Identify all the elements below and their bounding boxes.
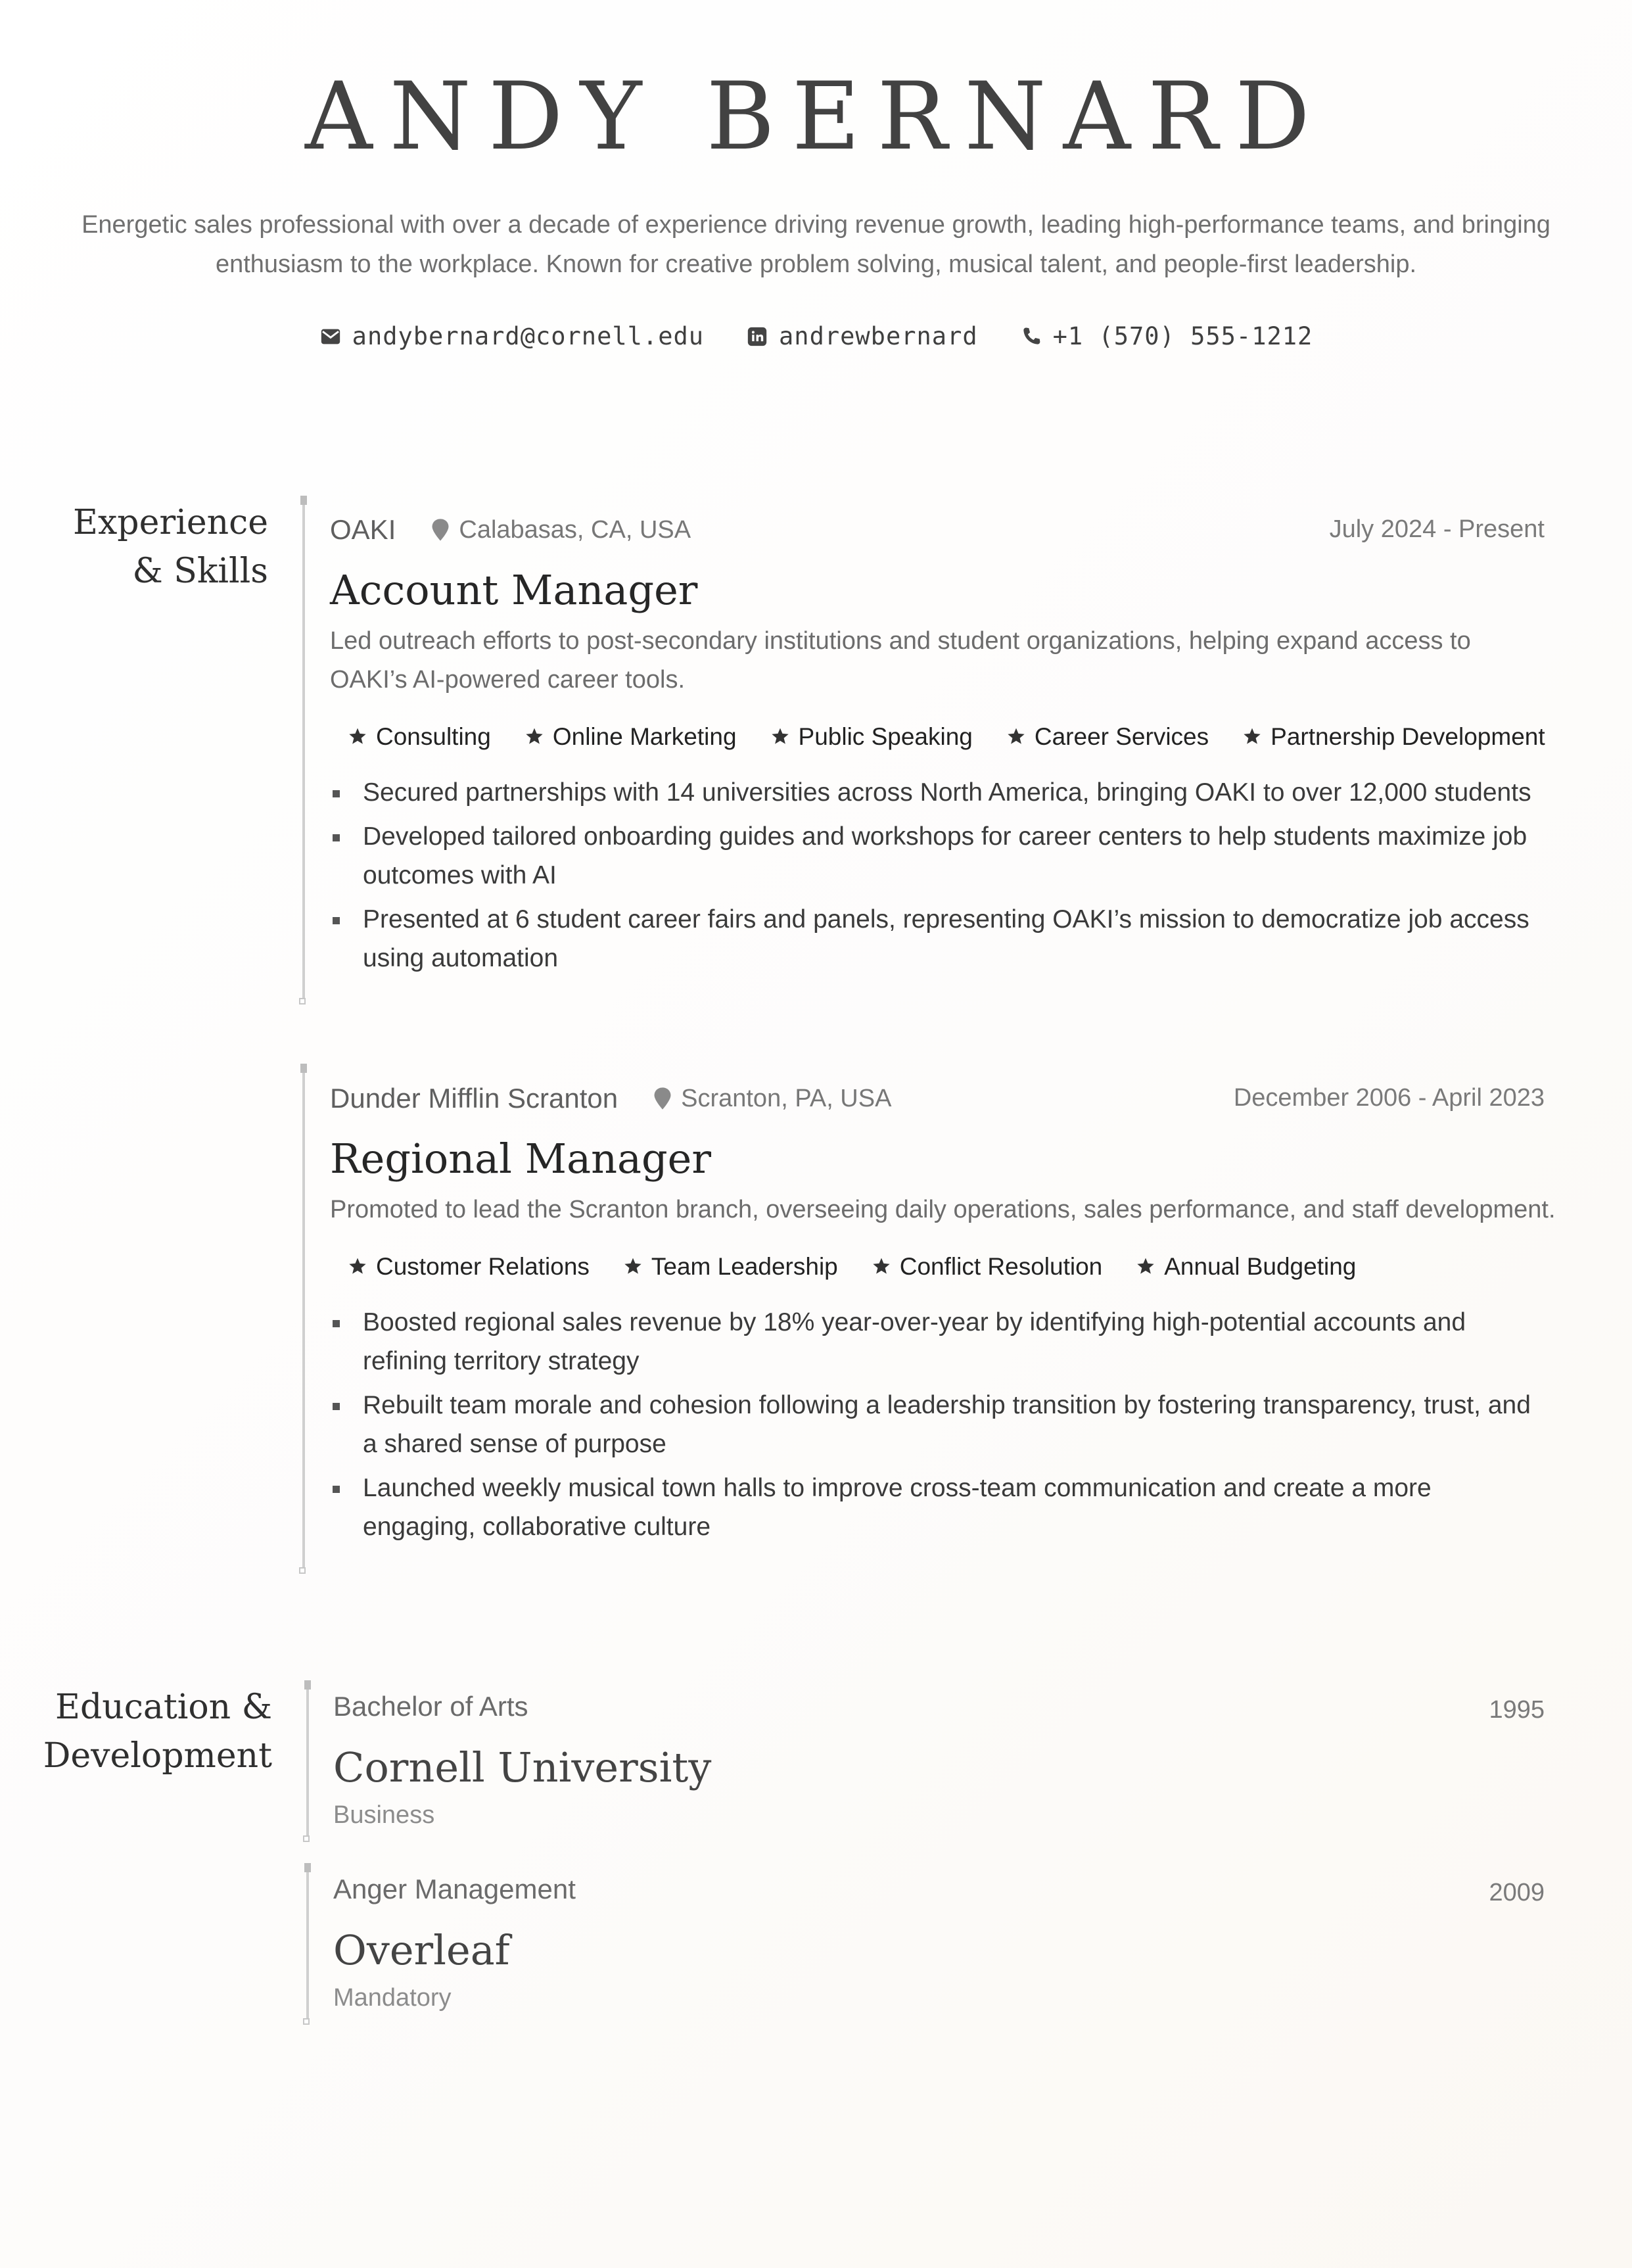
company-name: OAKI — [330, 514, 396, 545]
timeline-top-marker — [304, 1863, 311, 1872]
star-icon — [524, 726, 545, 747]
envelope-icon — [319, 325, 342, 348]
achievement-item: Secured partnerships with 14 universities across North America, bringing OAKI to over 12,000 students — [330, 773, 1533, 812]
education-title-line1: Education & — [55, 1688, 272, 1727]
skill-tag — [347, 1253, 590, 1281]
job-description: Promoted to lead the Scranton branch, overseeing daily operations, sales performance, and staff development. — [330, 1196, 1556, 1223]
achievement-item: Rebuilt team morale and cohesion following a leadership transition by fostering transparency, trust, and a shared sense of purpose — [330, 1386, 1546, 1463]
skill-label: Conflict Resolution — [899, 1253, 1103, 1280]
experience-section-title — [39, 498, 268, 596]
skill-tag — [622, 1253, 838, 1281]
job-location — [653, 1085, 891, 1113]
timeline-bottom-marker — [299, 1567, 306, 1574]
skill-tags — [347, 723, 1545, 751]
skill-label: Online Marketing — [552, 723, 737, 750]
timeline-edu-2 — [306, 1867, 309, 2020]
job-dates: July 2024 - Present — [1329, 515, 1545, 543]
star-icon — [871, 1256, 892, 1277]
education-field: Business — [333, 1801, 435, 1829]
linkedin-icon — [746, 325, 768, 348]
timeline-job-1 — [302, 500, 305, 999]
star-icon — [770, 726, 791, 747]
experience-title-line2: & Skills — [132, 552, 268, 591]
job-entry — [330, 510, 1545, 983]
email-text: andybernard@cornell.edu — [352, 322, 705, 350]
location-text: Calabasas, CA, USA — [459, 515, 691, 544]
phone-icon — [1020, 325, 1042, 348]
timeline-top-marker — [300, 1064, 307, 1073]
education-school: Overleaf — [333, 1926, 510, 1974]
job-description: Led outreach efforts to post-secondary institutions and student organizations, helping expand access to OAKI’s AI-powered career tools. — [330, 627, 1471, 694]
map-pin-icon — [653, 1087, 672, 1110]
skill-label: Public Speaking — [798, 723, 973, 750]
job-role: Regional Manager — [330, 1135, 712, 1183]
location-text: Scranton, PA, USA — [681, 1084, 892, 1112]
education-section-title — [39, 1683, 272, 1780]
first-name: ANDY — [305, 62, 659, 171]
skill-label: Team Leadership — [651, 1253, 838, 1280]
achievement-item: Developed tailored onboarding guides and workshops for career centers to help students maximize job outcomes with AI — [330, 817, 1533, 895]
timeline-bottom-marker — [303, 2018, 310, 2025]
education-degree: Anger Management — [333, 1874, 576, 1904]
timeline-bottom-marker — [303, 1835, 310, 1842]
skill-tag — [347, 723, 491, 751]
skill-tag — [524, 723, 737, 751]
company-name: Dunder Mifflin Scranton — [330, 1083, 618, 1114]
contact-linkedin[interactable] — [746, 322, 978, 350]
skill-label: Career Services — [1034, 723, 1209, 750]
skill-tag — [1006, 723, 1209, 751]
skill-tag — [1135, 1253, 1356, 1281]
contact-phone[interactable] — [1020, 322, 1313, 350]
job-entry — [330, 1079, 1556, 1551]
last-name: BERNARD — [706, 62, 1327, 171]
job-header-row — [330, 1079, 1545, 1118]
linkedin-text: andrewbernard — [779, 322, 978, 350]
skill-tag — [871, 1253, 1102, 1281]
experience-title-line1: Experience — [73, 503, 268, 542]
skill-tag — [770, 723, 973, 751]
star-icon — [347, 726, 368, 747]
skill-tag — [1242, 723, 1545, 751]
contact-email[interactable] — [319, 322, 704, 350]
education-entry — [333, 1691, 1545, 1830]
education-header-row — [333, 1874, 1545, 1910]
skill-label: Annual Budgeting — [1164, 1253, 1357, 1280]
timeline-job-2 — [302, 1068, 305, 1569]
job-dates: December 2006 - April 2023 — [1233, 1084, 1545, 1112]
candidate-name — [0, 62, 1632, 171]
map-pin-icon — [431, 518, 450, 542]
phone-text: +1 (570) 555-1212 — [1052, 322, 1313, 350]
education-header-row — [333, 1691, 1545, 1728]
education-field: Mandatory — [333, 1984, 452, 2012]
achievement-item: Launched weekly musical town halls to improve cross-team communication and create a more engaging, collaborative culture — [330, 1469, 1546, 1546]
achievement-item: Presented at 6 student career fairs and panels, representing OAKI’s mission to democratize job access using automation — [330, 900, 1533, 978]
professional-summary: Energetic sales professional with over a decade of experience driving revenue growth, leading high-performance teams, and bringing enthusiasm to the workplace. Known for creative problem solving, musical talent, and people-first leadership. — [82, 211, 1550, 278]
education-entry — [333, 1874, 1545, 2012]
timeline-top-marker — [300, 496, 307, 505]
education-year: 1995 — [1489, 1696, 1545, 1724]
star-icon — [347, 1256, 368, 1277]
job-role: Account Manager — [330, 566, 698, 614]
job-header-row — [330, 510, 1545, 550]
job-achievements — [330, 1303, 1546, 1546]
timeline-edu-1 — [306, 1684, 309, 1837]
education-degree: Bachelor of Arts — [333, 1691, 528, 1722]
job-achievements — [330, 773, 1533, 978]
education-title-line2: Development — [43, 1736, 272, 1776]
skill-tags — [347, 1253, 1545, 1281]
skill-label: Customer Relations — [376, 1253, 590, 1280]
timeline-bottom-marker — [299, 998, 306, 1004]
star-icon — [622, 1256, 643, 1277]
star-icon — [1135, 1256, 1156, 1277]
skill-label: Partnership Development — [1271, 723, 1545, 750]
education-year: 2009 — [1489, 1879, 1545, 1906]
job-location — [431, 516, 691, 544]
achievement-item: Boosted regional sales revenue by 18% year-over-year by identifying high-potential accounts and refining territory strategy — [330, 1303, 1546, 1381]
education-school: Cornell University — [333, 1743, 712, 1791]
contact-bar — [0, 322, 1632, 350]
timeline-top-marker — [304, 1680, 311, 1689]
star-icon — [1006, 726, 1027, 747]
star-icon — [1242, 726, 1263, 747]
skill-label: Consulting — [376, 723, 491, 750]
